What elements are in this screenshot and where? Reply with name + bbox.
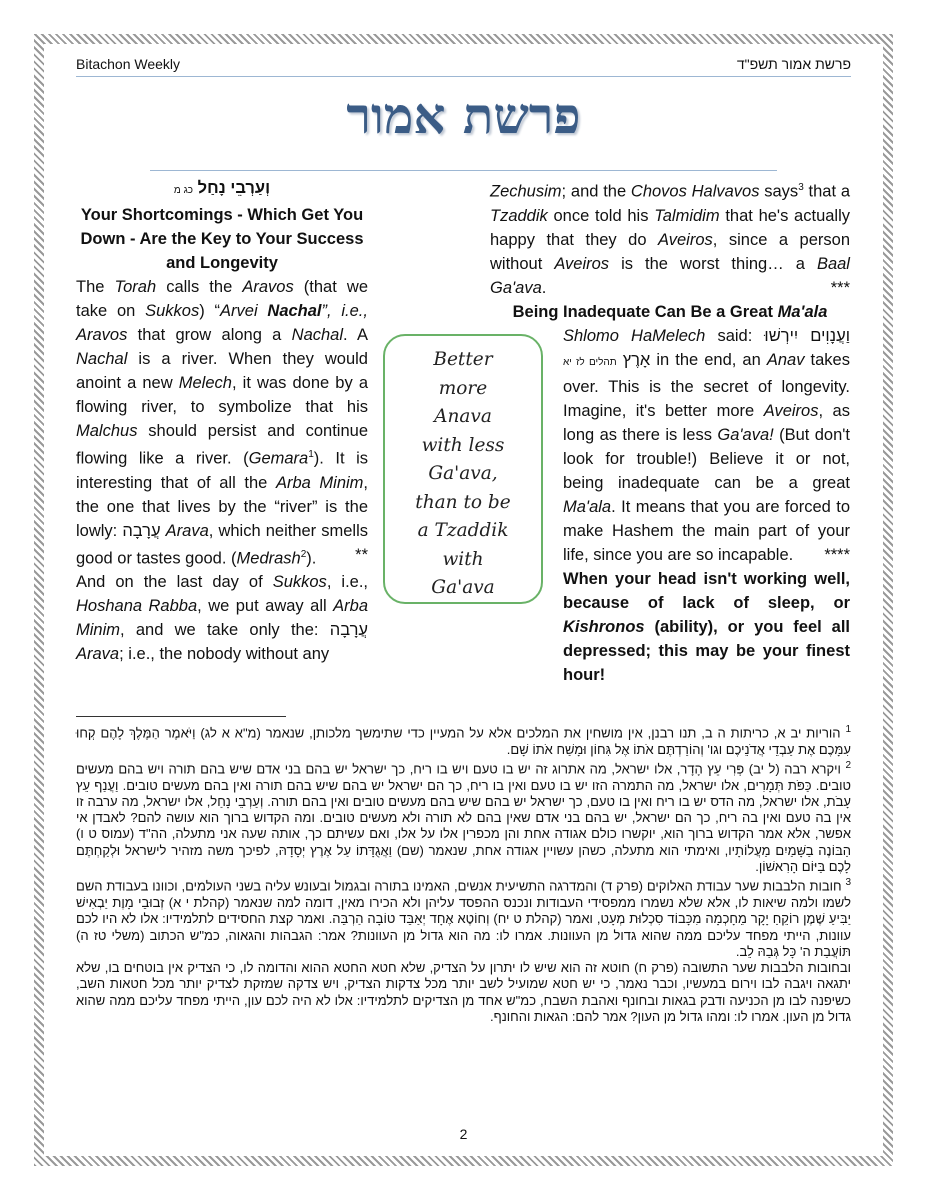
pull-quote: Better more Anava with less Ga'ava, than to be a Tzaddik with Ga'ava [383, 334, 543, 604]
section-heading: Being Inadequate Can Be a Great Ma'ala [512, 302, 828, 321]
right-column [490, 176, 850, 687]
footnote: ובחובות הלבבות שער התשובה (פרק ח) חוטא זה הוא שיש לו יתרון על הצדיק, שלא חטא החטא ההוא והדומה לו, כי הצדיק אין בוטחים בו, שלא יתגאה ויגבה לבו וירום במעשיו, וכבר נאמר, כי יש חטא שמועיל לשב יותר מכל צדקות הצדיק, ויש צדקה שמזקת לצדיק יותר מכל חטאות השב, כשיפנה לבו מן הכניעה ודבק בגאות ובחונף ואהבת השבח, כמ"ש אחד מן הצדיקים לתלמידיו: אלו לא היה לכם עון, הייתי מפחד עליכם ממה שהוא גדול מן העון. אמרו לו: ומהו גדול מן העון? אמר להם: הגאות והחונף. [76, 960, 851, 1025]
emphasis-paragraph: When your head isn't working well, because of lack of sleep, or Kishronos (ability), or you feel all depressed; this may be your finest hour! [563, 569, 850, 684]
paragraph: And on the last day of Sukkos, i.e., Hoshana Rabba, we put away all Arba Minim, and we take only the: עֲרָבָה Arava; i.e., the nobody without any [76, 573, 368, 663]
footnote: $^2$ ויקרא רבה (ל יב) פְּרִי עֵץ הָדָר, אלו ישראל, מה אתרוג זה יש בו טעם ויש בו ריח, כך ישראל יש בהם בני אדם שיש בהם תורה ויש בהם מעשים טובים. כַּפֹּת תְּמָרִים, אלו ישראל, מה התמרה הזו יש בו טעם ואין בו ריח, כך הם ישראל יש בהם שיש בהם תורה ואין בהם מעשים טובים. וַעֲנַף עֵץ עָבֹת, אלו ישראל, מה הדס יש בו ריח ואין בו טעם, כך ישראל יש בהם שיש בהם מעשים טובים ואין בהם תורה. וְעַרְבֵי נָחַל, אלו ישראל, מה ערבה זו אין בה טעם ואין בה ריח, כך הם ישראל, יש בהם בני אדם שאין בהם לא תורה ולא מעשים טובים. ומה הקדוש ברוך הוא עושה להם? לאבדן אי אפשר, אלא אמר הקדוש ברוך הוא, יוקשרו כולם אגודה אחת והן מכפרין אלו על אלו, ואם עשיתם כך, אותה שעה אני מתעלה, הה"ד (עמוס ט ו) הַבּוֹנֶה בַשָּׁמַיִם מַעֲלוֹתָיו, ואימתי הוא מתעלה, כשהן עשויין אגודה אחת, שנאמר (שם) וַאֲגֻדָּתוֹ עַל אֶרֶץ יְסָדָהּ, לפיכך משה מזהיר לישראל וּלְקַחְתֶּם לָכֶם בַּיּוֹם הָרִאשׁוֹן. [76, 759, 851, 875]
newsletter-name: Bitachon Weekly [76, 56, 181, 72]
footnote-ref[interactable]: 2 [300, 548, 307, 560]
footnotes [76, 722, 851, 1025]
paragraph: Zechusim; and the Chovos Halvavos says$^3$ that a Tzaddik once told his Talmidim that he's actually happy that they do Aveiros, since a person without Aveiros is the worst thing… a Baal Ga'ava. *** [490, 182, 851, 297]
footnote: $^1$ הוריות יב א, כריתות ה ב, תנו רבנן, אין מושחין את המלכים אלא על המעיין כדי שתימשך מלכותן, שנאמר (מ"א א לג) וַיֹּאמֶר הַמֶּלֶךְ לָהֶם קְחוּ עִמָּכֶם אֶת עַבְדֵי אֲדֹנֵיכֶם וגו' וְהוֹרַדְתֶּם אֹתוֹ אֶל גִּחוֹן וּמָשַׁח אֹתוֹ שָׁם. [76, 724, 851, 757]
page-title: פרשת אמור [346, 86, 581, 145]
footnote-ref[interactable]: 3 [798, 182, 804, 193]
paragraph: Shlomo HaMelech said: וַעֲנָוִים יִירְשׁוּ אָרֶץ תהלים לז יא in the end, an Anav takes over. This is the secret of longevity. Imagine, it's better more Aveiros, as long as there is less Ga'ava! (But don't look for trouble!) Believe it or not, being inadequate can be a great Ma'ala. It means that you are forced to make Hashem the main part of your life, since you are so incapable. **** [563, 326, 850, 564]
title-divider [150, 170, 777, 171]
footnote: $^3$ חובות הלבבות שער עבודת האלוקים (פרק ד) והמדרגה התשיעית אנשים, האמינו בתורה ובגמול ובעונש עליה בשני העולמים, וכוונו בעבודת השם לשמו ולמה שיאות לו, אלא שלא נשמרו ממפסידי העבודות ונכנס ההפסד עליהן ולא הכירו מאין, דומה למה שנאמר (קהלת י א) זְבוּבֵי מָוֶת יַבְאִישׁ יַבִּיעַ שֶׁמֶן רוֹקֵחַ יָקָר מֵחָכְמָה מִכָּבוֹד סִכְלוּת מְעָט, ואמר (קהלת ט יח) וְחוֹטֶא אֶחָד יְאַבֵּד טוֹבָה הַרְבֵּה. ואמר קצת החסידים לתלמידיו: אלו לא היו לכם עוונות, הייתי מפחד עליכם ממה שהוא גדול מן העוונות. אמרו לו: מה הוא גדול מן העוונות? אמר: הגבהות והגאוה, כמ"ש הכתוב (משלי טז ה) תּוֹעֲבַת ה' כָּל גְּבַהּ לֵב. [76, 877, 851, 959]
left-column [76, 176, 368, 666]
header-divider [76, 76, 851, 77]
paragraph: The Torah calls the Aravos (that we take on Sukkos) “Arvei Nachal”, i.e., Aravos that grow along a Nachal. A Nachal is a river. When they would anoint a new Melech, it was done by a flowing river, to symbolize that his Malchus should persist and continue flowing like a river. (Gemara$^1$). It is interesting that of all the Arba Minim, the one that lives by the “river” is the lowly: עֲרָבָה Arava, which neither smells good or tastes good. (Medrash$^2$). ** [76, 278, 369, 567]
hebrew-pasuk-heading: וְעַרְבֵי נָחַל כג מ [173, 179, 271, 197]
article-heading: Your Shortcomings - Which Get You Down - Are the Key to Your Success and Longevity [80, 206, 364, 272]
page-number: 2 [459, 1126, 468, 1142]
footnote-ref[interactable]: 1 [308, 449, 314, 460]
parsha-header: פרשת אמור תשפ"ד [736, 56, 851, 72]
footnote-divider [76, 716, 286, 717]
